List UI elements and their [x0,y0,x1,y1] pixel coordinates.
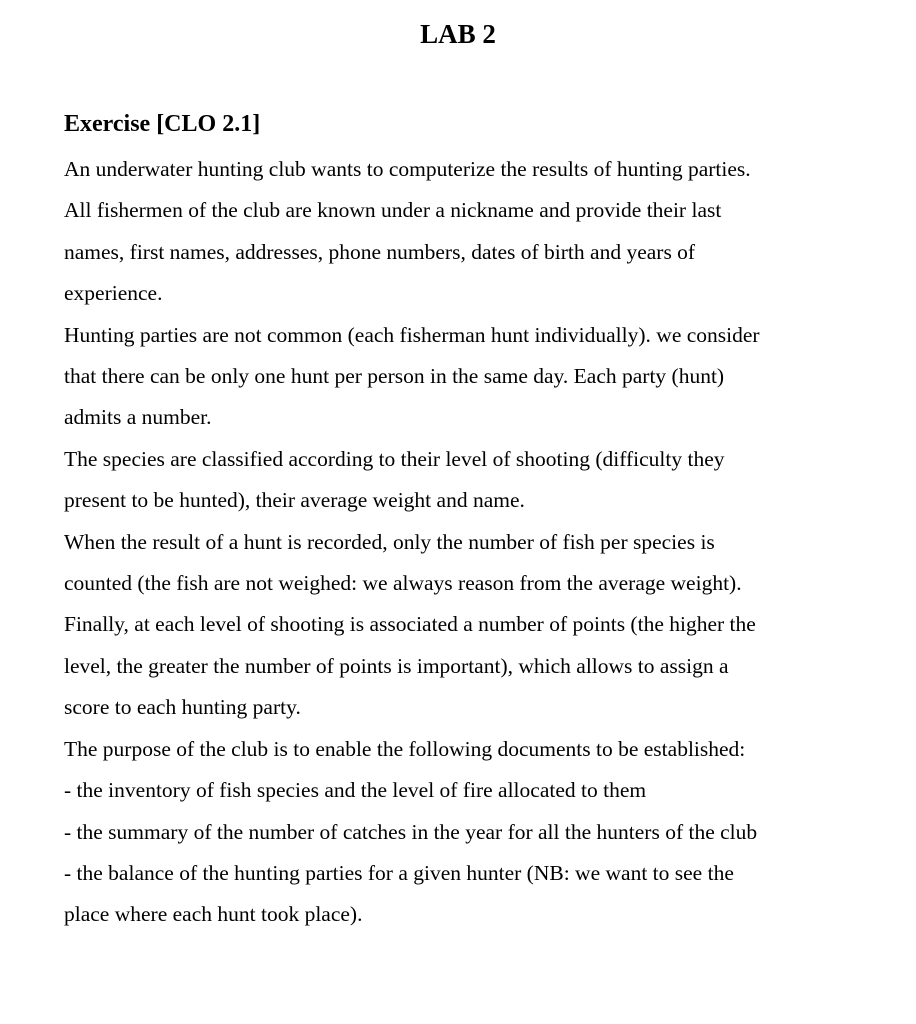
text-line: An underwater hunting club wants to computerize the results of hunting parties. [64,157,751,181]
list-item: - the summary of the number of catches in the year for all the hunters of the club [64,819,758,844]
text-line: place where each hunt took place). [64,902,363,927]
text-line: admits a number. [64,405,212,430]
text-line: experience. [64,281,163,306]
text-line: Hunting parties are not common (each fisherman hunt individually). we consider [64,322,760,347]
text-line: When the result of a hunt is recorded, only the number of fish per species is [64,529,715,554]
text-line: level, the greater the number of points is important), which allows to assign a [64,653,729,678]
list-item: - the inventory of fish species and the level of fire allocated to them [64,778,647,803]
text-line: score to each hunting party. [64,695,301,720]
text-line: All fishermen of the club are known under a nickname and provide their last [64,198,722,223]
text-line: present to be hunted), their average weight and name. [64,488,525,513]
text-line: Finally, at each level of shooting is associated a number of points (the higher the [64,612,756,637]
list-item: - the balance of the hunting parties for a given hunter (NB: we want to see the [64,860,734,885]
text-line: counted (the fish are not weighed: we always reason from the average weight). [64,571,742,596]
exercise-body [64,149,864,936]
exercise-heading: Exercise [CLO 2.1] [64,111,261,137]
text-line: that there can be only one hunt per person in the same day. Each party (hunt) [64,364,725,389]
page-title: LAB 2 [420,19,496,49]
text-line: The purpose of the club is to enable the following documents to be established: [64,736,746,761]
text-line: The species are classified according to their level of shooting (difficulty they [64,446,725,471]
text-line: names, first names, addresses, phone numbers, dates of birth and years of [64,239,696,264]
